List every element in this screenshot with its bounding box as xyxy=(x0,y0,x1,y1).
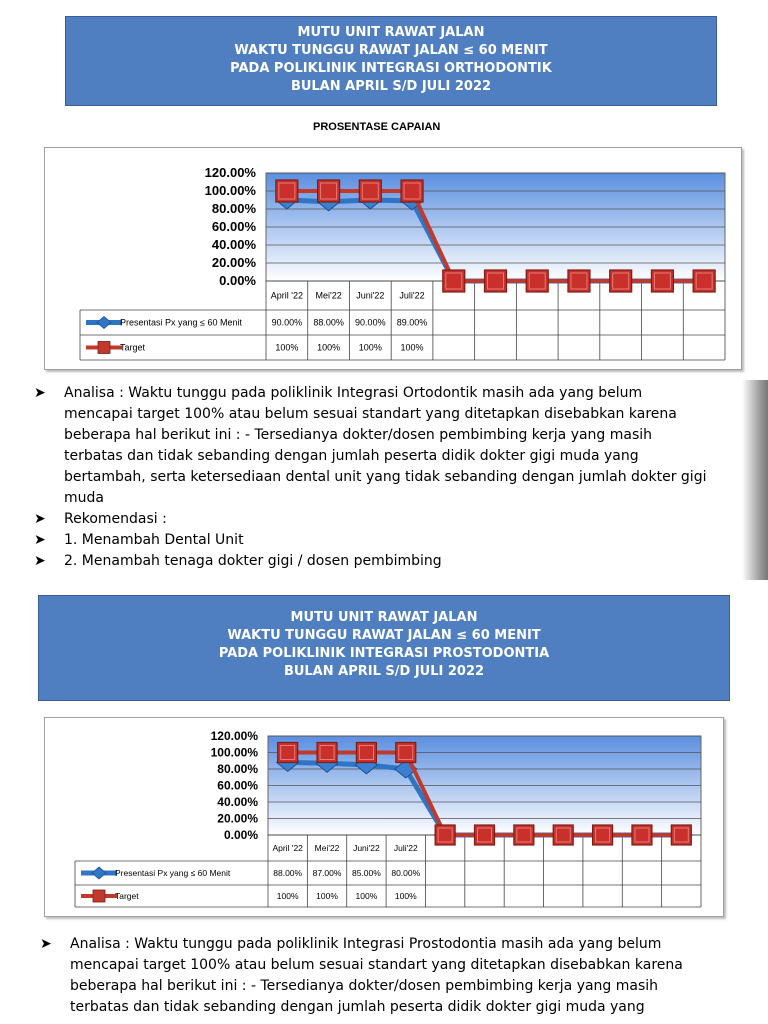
arrow-bullet-icon: ➤ xyxy=(40,936,52,952)
analysis-line: terbatas dan tidak sebanding dengan jumlah peserta didik dokter gigi muda yang xyxy=(64,448,639,464)
analysis-line: terbatas dan tidak sebanding dengan jumlah peserta didik dokter gigi muda yang xyxy=(70,999,645,1015)
y-tick-label: 0.00% xyxy=(219,273,256,288)
header-line: WAKTU TUNGGU RAWAT JALAN ≤ 60 MENIT xyxy=(234,43,548,58)
x-tick-label: Juni'22 xyxy=(353,843,380,853)
y-tick-label: 120.00% xyxy=(204,165,256,180)
data-label: 100% xyxy=(358,342,382,353)
y-tick-label: 60.00% xyxy=(217,778,258,793)
analysis-line: beberapa hal berikut ini : - Tersedianya dokter/dosen pembimbing kerja yang masih xyxy=(70,978,659,994)
header-line: WAKTU TUNGGU RAWAT JALAN ≤ 60 MENIT xyxy=(227,628,541,643)
data-label: 100% xyxy=(355,891,378,901)
y-tick-label: 80.00% xyxy=(211,201,256,216)
data-label: 90.00% xyxy=(271,317,303,328)
chart-subtitle: PROSENTASE CAPAIAN xyxy=(313,121,441,133)
chart-svg xyxy=(45,148,743,371)
legend-marker xyxy=(98,342,110,354)
x-tick-label: Mei'22 xyxy=(315,290,342,301)
y-tick-label: 100.00% xyxy=(210,745,258,760)
recommendation-item: 2. Menambah tenaga dokter gigi / dosen pembimbing xyxy=(64,553,442,569)
section1-header xyxy=(65,16,717,106)
header-line: MUTU UNIT RAWAT JALAN xyxy=(290,610,478,625)
data-label: 88.00% xyxy=(273,868,303,878)
data-label: 100% xyxy=(316,891,338,901)
x-tick-label: Juli'22 xyxy=(393,843,418,853)
y-tick-label: 40.00% xyxy=(211,237,256,252)
data-label: 100% xyxy=(394,891,417,901)
y-tick-label: 100.00% xyxy=(204,183,256,198)
x-tick-label: Juli'22 xyxy=(399,290,425,301)
header-line: MUTU UNIT RAWAT JALAN xyxy=(297,25,485,40)
data-label: 85.00% xyxy=(351,868,381,878)
arrow-bullet-icon: ➤ xyxy=(34,553,46,569)
arrow-bullet-icon: ➤ xyxy=(34,511,46,527)
analysis-block-2 xyxy=(40,934,740,1018)
section2-header xyxy=(38,595,730,701)
data-label: 80.00% xyxy=(391,868,421,878)
x-tick-label: Mei'22 xyxy=(314,843,340,853)
analysis-line: mencapai target 100% atau belum sesuai standart yang ditetapkan disebabkan karena xyxy=(70,957,683,973)
analysis-line: Analisa : Waktu tunggu pada poliklinik Integrasi Ortodontik masih ada yang belum xyxy=(64,385,643,401)
chart-prostodontia xyxy=(44,717,724,917)
recommendation-item: 1. Menambah Dental Unit xyxy=(64,532,244,548)
data-label: 100% xyxy=(275,342,299,353)
data-label: 89.00% xyxy=(396,317,428,328)
data-label: 90.00% xyxy=(355,317,386,328)
y-tick-label: 0.00% xyxy=(223,828,258,842)
arrow-bullet-icon: ➤ xyxy=(34,385,46,401)
analysis-block-1 xyxy=(34,383,734,572)
arrow-bullet-icon: ➤ xyxy=(34,532,46,548)
data-label: 100% xyxy=(276,891,299,901)
y-tick-label: 40.00% xyxy=(217,795,258,809)
x-tick-label: Juni'22 xyxy=(356,290,385,301)
x-tick-label: April '22 xyxy=(272,843,303,853)
y-tick-label: 20.00% xyxy=(217,811,258,826)
data-label: 88.00% xyxy=(313,317,344,328)
header-line: BULAN APRIL S/D JULI 2022 xyxy=(290,79,492,94)
header-line: BULAN APRIL S/D JULI 2022 xyxy=(283,664,485,679)
legend-label: Target xyxy=(120,342,146,353)
legend-marker xyxy=(92,867,106,879)
shadow-decoration xyxy=(742,380,768,580)
y-tick-label: 60.00% xyxy=(211,219,256,234)
x-tick-label: April '22 xyxy=(270,290,303,301)
data-label: 100% xyxy=(317,342,341,353)
chart-svg xyxy=(45,718,725,918)
legend-label: Presentasi Px yang ≤ 60 Menit xyxy=(115,868,231,878)
legend-marker xyxy=(97,317,111,329)
analysis-line: beberapa hal berikut ini : - Tersedianya dokter/dosen pembimbing kerja yang masih xyxy=(64,427,653,443)
header-line: PADA POLIKLINIK INTEGRASI PROSTODONTIA xyxy=(218,646,550,661)
analysis-line: muda xyxy=(64,490,104,506)
y-tick-label: 80.00% xyxy=(217,762,258,776)
y-tick-label: 120.00% xyxy=(210,729,258,743)
data-label: 87.00% xyxy=(312,868,342,878)
legend-label: Target xyxy=(115,891,139,901)
header-line: PADA POLIKLINIK INTEGRASI ORTHODONTIK xyxy=(230,61,552,76)
data-label: 100% xyxy=(400,342,424,353)
analysis-line: mencapai target 100% atau belum sesuai standart yang ditetapkan disebabkan karena xyxy=(64,406,677,422)
legend-marker xyxy=(93,890,105,902)
chart-orthodontik xyxy=(44,147,742,370)
analysis-line: bertambah, serta ketersediaan dental unit yang tidak sebanding dengan jumlah dokter gigi xyxy=(64,469,707,485)
recommendation-title: Rekomendasi : xyxy=(64,511,167,527)
analysis-line: Analisa : Waktu tunggu pada poliklinik Integrasi Prostodontia masih ada yang belum xyxy=(70,936,662,952)
y-tick-label: 20.00% xyxy=(211,255,256,270)
legend-label: Presentasi Px yang ≤ 60 Menit xyxy=(120,317,243,328)
